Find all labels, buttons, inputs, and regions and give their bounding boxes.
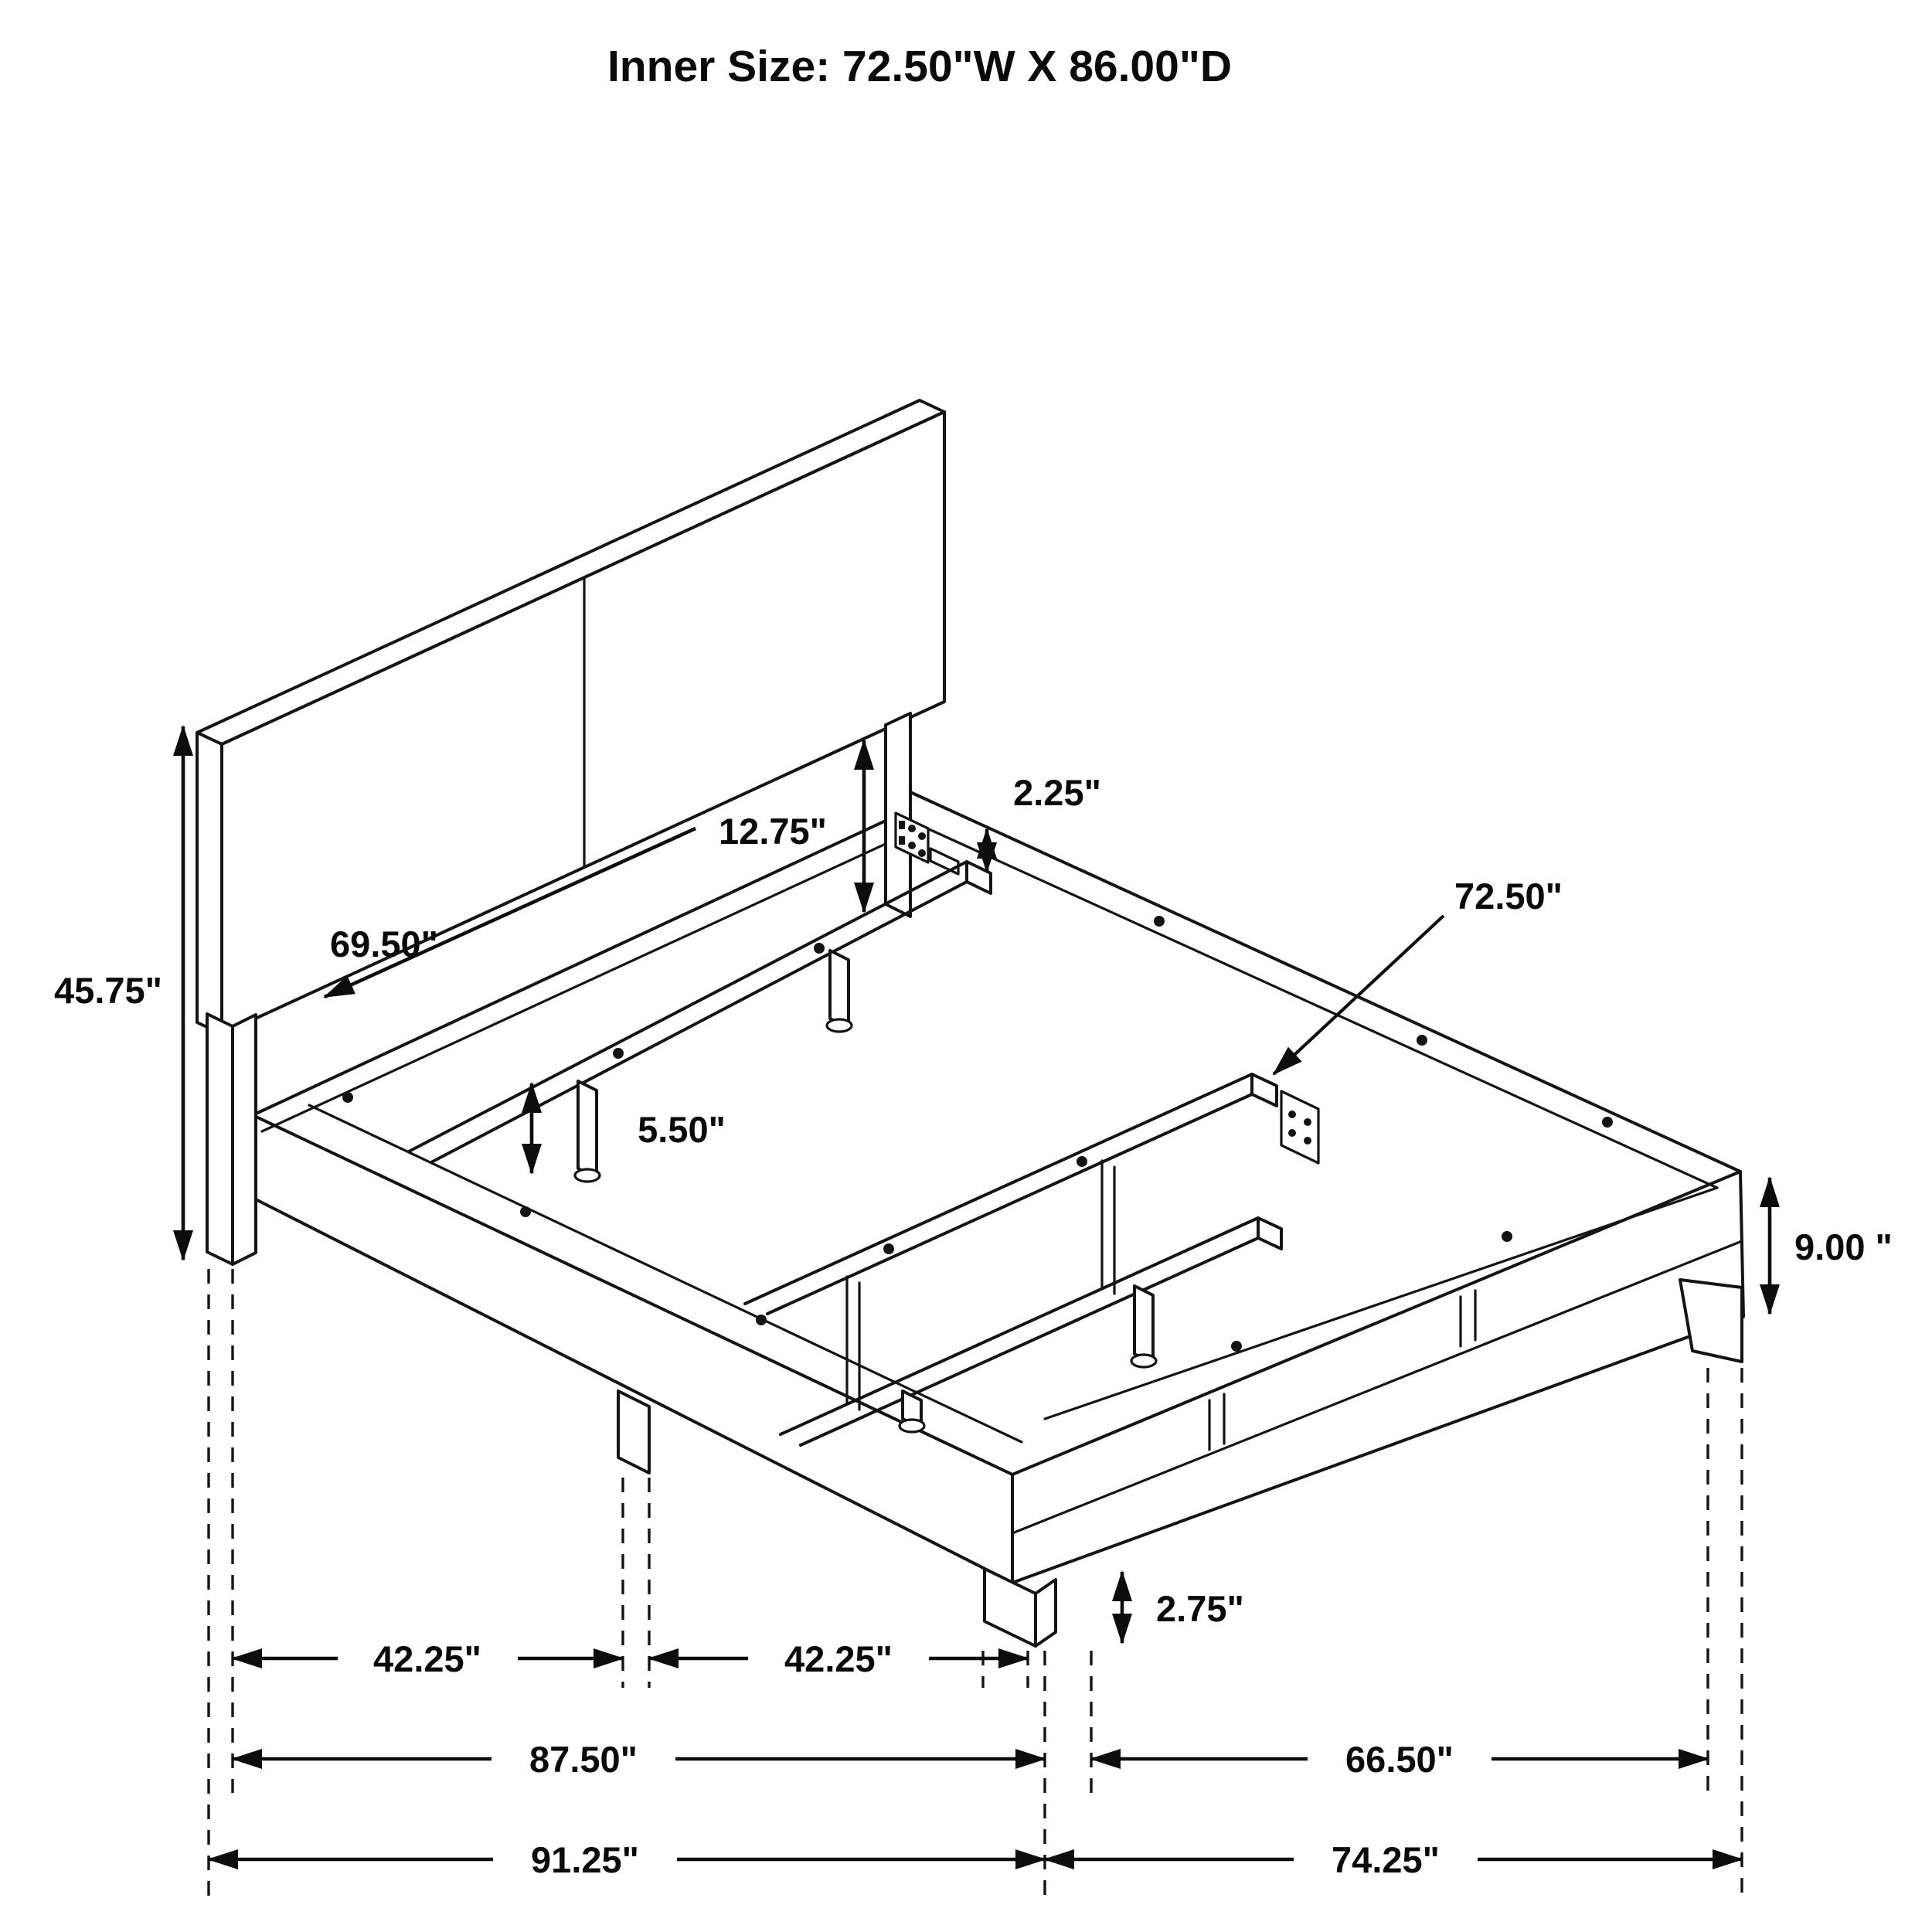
dimension-label: 66.50" <box>1345 1739 1454 1780</box>
dim-slat-length <box>1274 876 1563 1074</box>
dim-span-mid-to-foot <box>649 1638 1028 1679</box>
dim-center-leg-height <box>532 1083 726 1173</box>
headboard-left-leg-side <box>233 1015 256 1264</box>
diagram-title: Inner Size: 72.50"W X 86.00"D <box>607 42 1233 91</box>
center-leg <box>1134 1286 1153 1363</box>
rail-hook-block <box>930 849 958 874</box>
dimension-label: 45.75" <box>54 970 162 1011</box>
headboard-left-leg-front <box>207 1014 233 1264</box>
dimension-label: 2.25" <box>1013 772 1101 813</box>
dim-rail-length <box>233 1739 1045 1780</box>
center-leg <box>578 1081 597 1178</box>
dimension-label: 42.25" <box>373 1638 481 1679</box>
dimension-label: 87.50" <box>529 1739 638 1780</box>
center-leg <box>830 951 849 1028</box>
foot-left-leg-side <box>1036 1580 1056 1646</box>
foot-right-leg <box>1680 1280 1742 1362</box>
dimension-label: 9.00 " <box>1794 1226 1893 1267</box>
headboard-left-cap <box>197 733 222 1034</box>
middle-support-beam <box>745 1074 1318 1314</box>
beam-bracket-plate <box>1281 1091 1318 1163</box>
left-rail-face <box>253 1115 1012 1583</box>
foot-left-leg-front <box>985 1569 1036 1646</box>
dimension-label: 72.50" <box>1454 876 1563 917</box>
dimension-label: 5.50" <box>638 1109 726 1150</box>
mid-rail-leg <box>618 1391 649 1473</box>
right-rail-top-edge <box>910 792 1740 1172</box>
dim-overall-length <box>209 1839 1045 1880</box>
support-beams <box>409 862 1318 1445</box>
dimension-label: 91.25" <box>531 1839 639 1880</box>
dim-span-head-to-mid <box>233 1638 623 1679</box>
dimension-label: 42.25" <box>784 1638 893 1679</box>
dim-overall-width <box>1045 1839 1742 1880</box>
dimension-label: 2.75" <box>1156 1588 1244 1629</box>
dim-side-rail-height <box>1770 1178 1893 1314</box>
dim-foot-leg-height <box>1122 1572 1244 1643</box>
foot-rail-face <box>1012 1172 1743 1583</box>
dimension-label: 74.25" <box>1332 1839 1440 1880</box>
dim-headboard-height <box>54 726 183 1260</box>
dimension-label: 12.75" <box>719 811 827 852</box>
dimension-label: 69.50" <box>330 923 438 964</box>
foot-face-seam <box>1012 1241 1742 1533</box>
dim-inner-foot-span <box>1091 1739 1708 1780</box>
dim-bracket-offset <box>987 772 1101 872</box>
